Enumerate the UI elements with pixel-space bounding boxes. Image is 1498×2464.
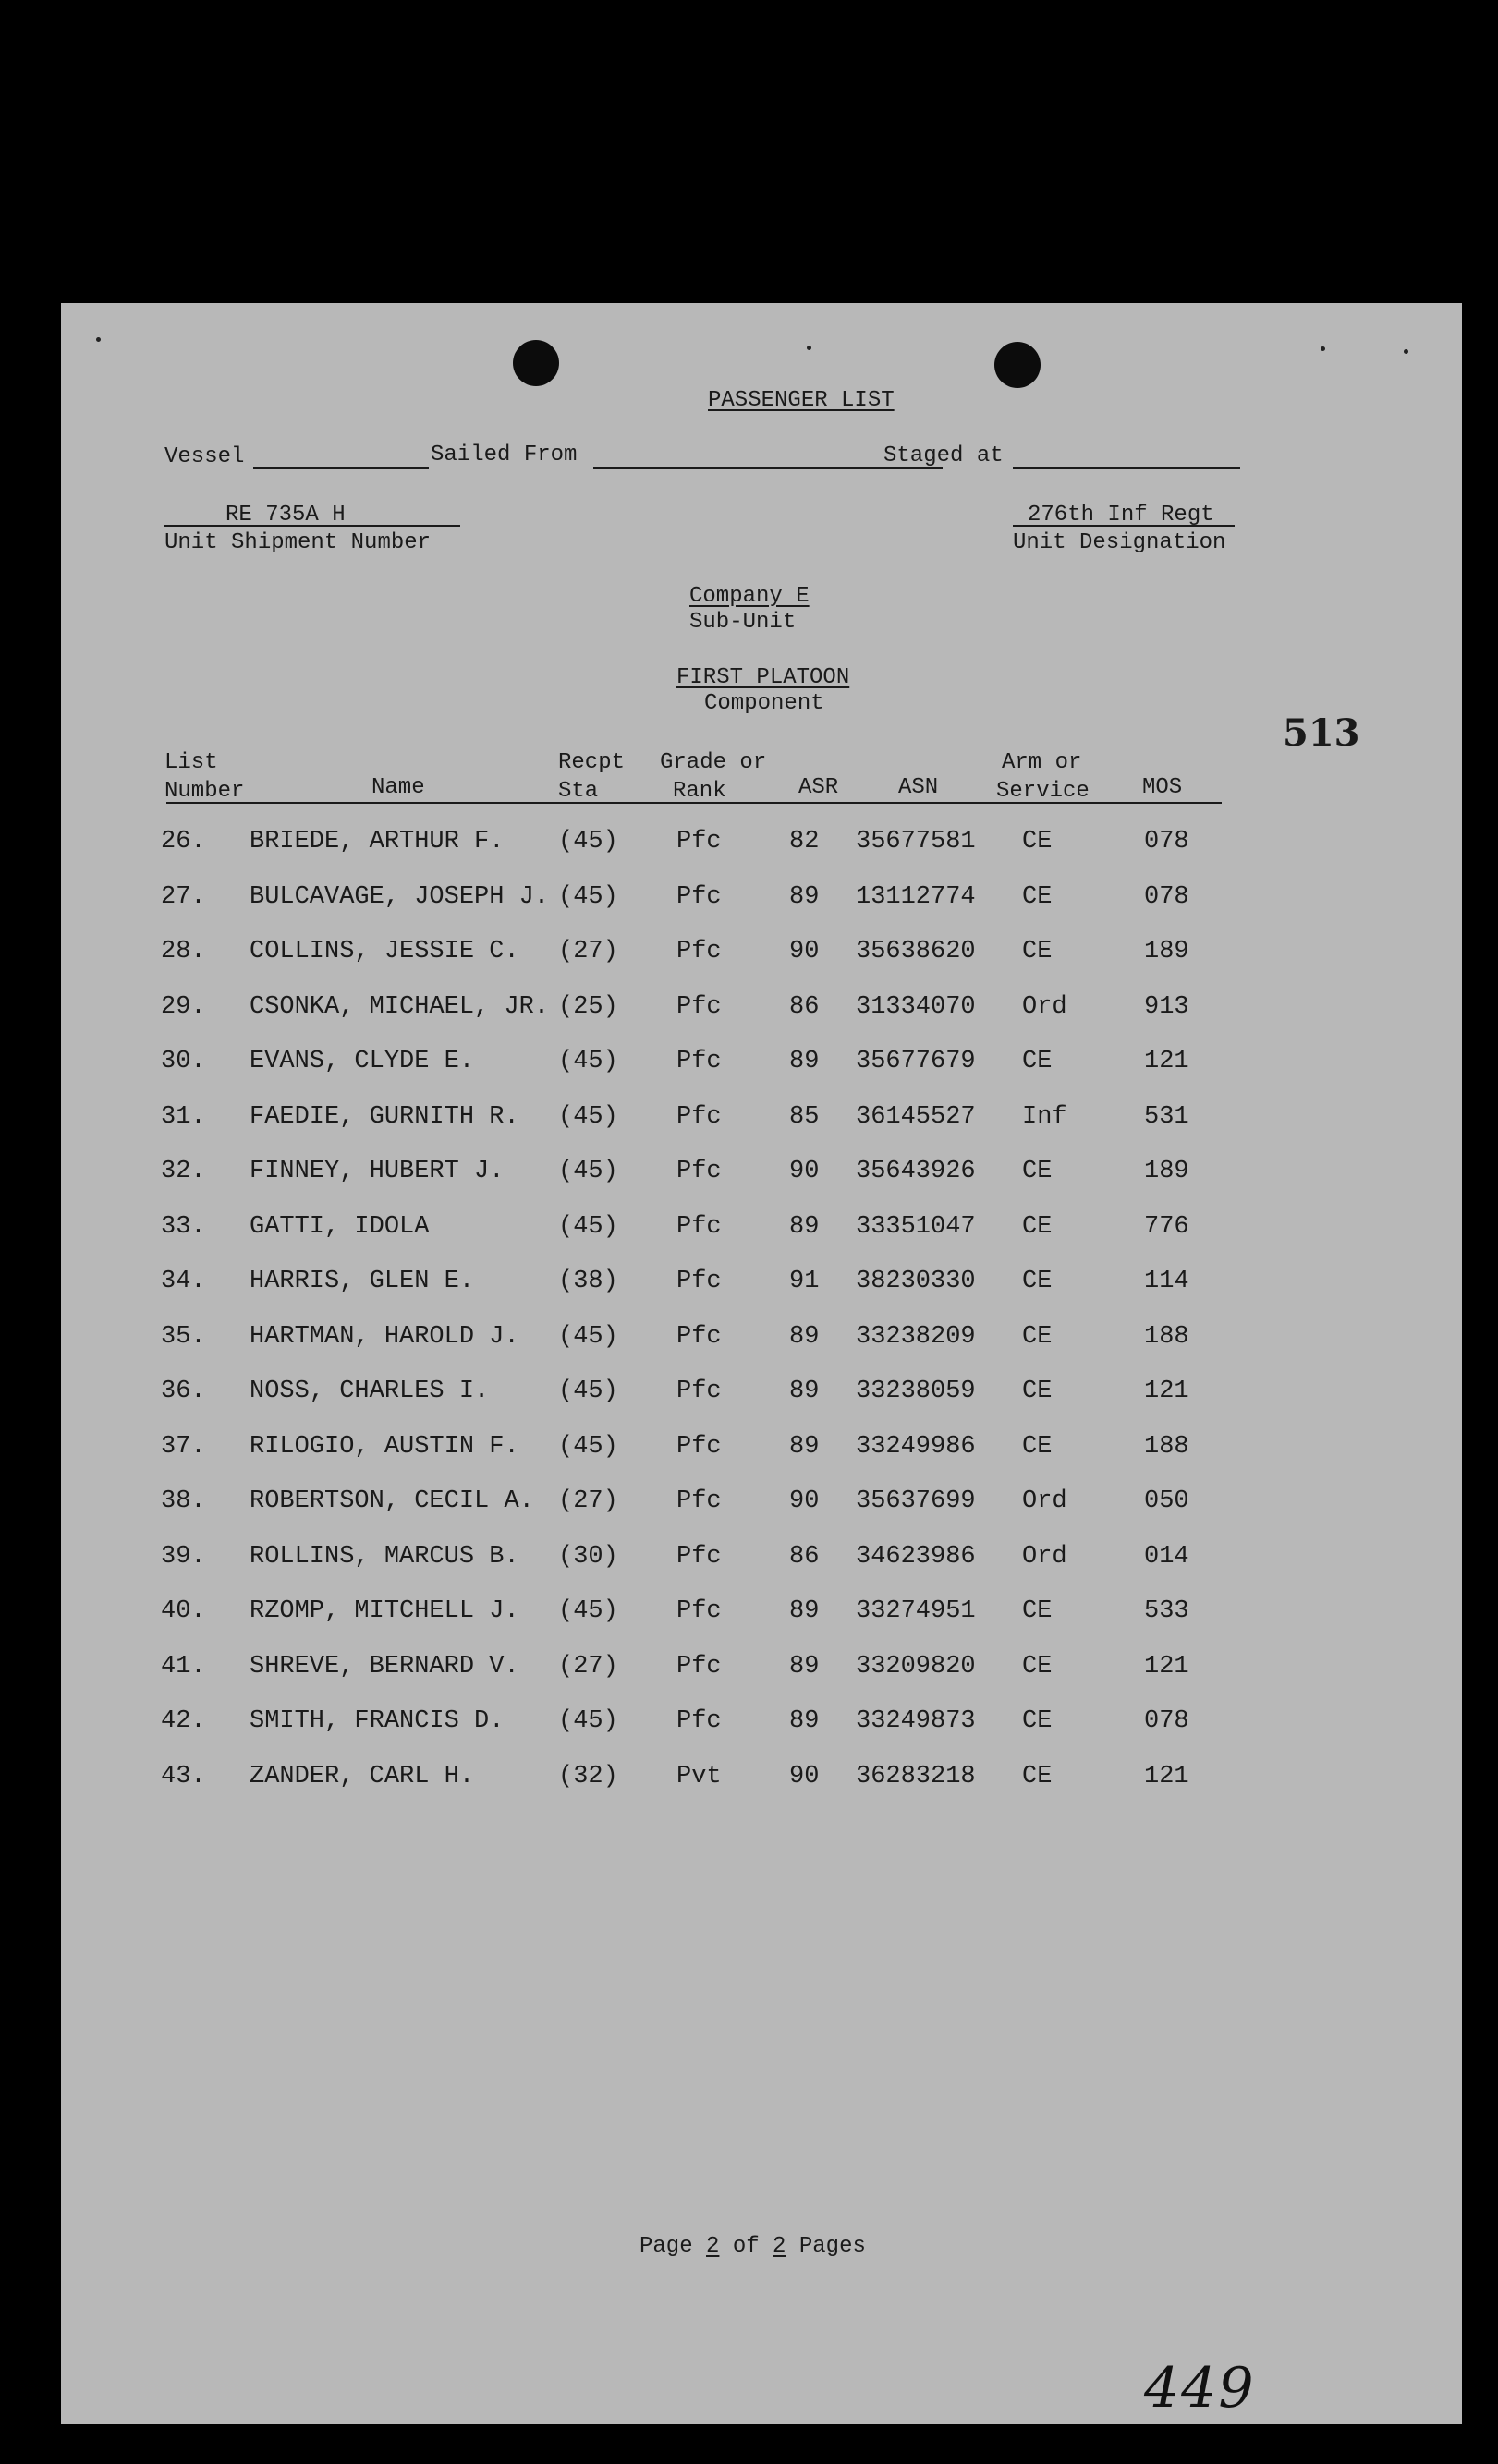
cell-arm: Inf — [1022, 1102, 1067, 1131]
cell-name: EVANS, CLYDE E. — [250, 1048, 475, 1075]
cell-num: 26. — [161, 828, 206, 856]
vessel-label: Vessel — [164, 444, 245, 469]
cell-asn: 35637699 — [856, 1487, 976, 1515]
cell-num: 29. — [161, 992, 206, 1021]
cell-arm: CE — [1022, 1652, 1053, 1681]
cell-grade: Pfc — [676, 828, 722, 856]
cell-num: 32. — [161, 1158, 206, 1185]
table-row — [61, 883, 1462, 920]
speck — [1404, 349, 1408, 354]
cell-name: RZOMP, MITCHELL J. — [250, 1597, 519, 1625]
cell-grade: Pfc — [676, 1048, 722, 1075]
cell-num: 33. — [161, 1212, 206, 1241]
cell-name: HARTMAN, HAROLD J. — [250, 1322, 519, 1351]
cell-grade: Pfc — [676, 1322, 722, 1351]
cell-name: RILOGIO, AUSTIN F. — [250, 1432, 519, 1461]
cell-asr: 89 — [789, 1378, 820, 1405]
cell-arm: CE — [1022, 1707, 1053, 1735]
header-list-number: List Number — [164, 750, 245, 805]
cell-grade: Pfc — [676, 882, 722, 911]
cell-name: COLLINS, JESSIE C. — [250, 938, 519, 965]
component-value: FIRST PLATOON — [676, 665, 850, 690]
cell-mos: 776 — [1144, 1212, 1189, 1241]
cell-arm: CE — [1022, 1158, 1053, 1185]
cell-asn: 33209820 — [856, 1652, 976, 1681]
cell-mos: 078 — [1144, 828, 1189, 856]
cell-mos: 121 — [1144, 1762, 1189, 1790]
header-recpt-sta: Recpt Sta — [558, 750, 626, 805]
punch-hole-left — [513, 340, 559, 386]
cell-sta: (25) — [558, 992, 618, 1021]
cell-sta: (32) — [558, 1762, 618, 1790]
cell-asr: 89 — [789, 1597, 820, 1625]
table-row — [61, 1213, 1462, 1250]
unit-designation-blank — [1013, 525, 1235, 527]
unit-designation: 276th Inf Regt — [1028, 503, 1214, 528]
vessel-blank — [253, 467, 429, 469]
cell-mos: 188 — [1144, 1432, 1189, 1461]
table-row — [61, 1487, 1462, 1524]
cell-name: ZANDER, CARL H. — [250, 1762, 475, 1790]
cell-name: FAEDIE, GURNITH R. — [250, 1102, 519, 1131]
page-footer: Page 2 of 2 Pages — [639, 2234, 866, 2259]
cell-asn: 13112774 — [856, 882, 976, 911]
cell-grade: Pfc — [676, 1102, 722, 1131]
cell-mos: 189 — [1144, 1158, 1189, 1185]
cell-arm: CE — [1022, 938, 1053, 965]
cell-arm: CE — [1022, 1597, 1053, 1625]
cell-grade: Pfc — [676, 1652, 722, 1681]
cell-name: HARRIS, GLEN E. — [250, 1268, 475, 1295]
cell-arm: CE — [1022, 1322, 1053, 1351]
cell-mos: 121 — [1144, 1378, 1189, 1405]
cell-sta: (38) — [558, 1268, 618, 1295]
cell-sta: (30) — [558, 1542, 618, 1571]
cell-num: 39. — [161, 1542, 206, 1571]
cell-asr: 90 — [789, 1158, 820, 1185]
cell-sta: (45) — [558, 1597, 618, 1625]
cell-asr: 90 — [789, 1487, 820, 1515]
cell-asn: 33249873 — [856, 1707, 976, 1735]
cell-grade: Pfc — [676, 992, 722, 1021]
cell-num: 38. — [161, 1487, 206, 1515]
staged-at-blank — [1013, 467, 1240, 469]
table-row — [61, 1597, 1462, 1634]
cell-num: 40. — [161, 1597, 206, 1625]
table-row — [61, 1433, 1462, 1470]
cell-mos: 114 — [1144, 1268, 1189, 1295]
cell-sta: (45) — [558, 1212, 618, 1241]
header-arm-service: Arm or Service — [996, 750, 1090, 805]
sub-unit-value: Company E — [689, 584, 810, 609]
cell-asn: 33238059 — [856, 1378, 976, 1405]
cell-arm: CE — [1022, 1268, 1053, 1295]
cell-sta: (45) — [558, 1322, 618, 1351]
table-row — [61, 1378, 1462, 1414]
table-row — [61, 1158, 1462, 1195]
cell-mos: 078 — [1144, 882, 1189, 911]
stamp-number: 513 — [1283, 711, 1360, 755]
cell-arm: Ord — [1022, 1542, 1067, 1571]
table-row — [61, 993, 1462, 1030]
header-mos: MOS — [1142, 775, 1183, 800]
header-asn: ASN — [898, 775, 939, 800]
cell-grade: Pfc — [676, 1158, 722, 1185]
cell-mos: 188 — [1144, 1322, 1189, 1351]
cell-sta: (45) — [558, 1707, 618, 1735]
cell-grade: Pfc — [676, 1378, 722, 1405]
cell-asn: 38230330 — [856, 1268, 976, 1295]
cell-grade: Pvt — [676, 1762, 722, 1790]
cell-sta: (27) — [558, 938, 618, 965]
cell-asr: 89 — [789, 1707, 820, 1735]
handwritten-number: 449 — [1144, 2356, 1256, 2421]
cell-asr: 89 — [789, 1652, 820, 1681]
speck — [96, 337, 101, 342]
table-row — [61, 828, 1462, 865]
cell-arm: CE — [1022, 1762, 1053, 1790]
cell-asn: 33238209 — [856, 1322, 976, 1351]
cell-sta: (45) — [558, 1158, 618, 1185]
cell-arm: CE — [1022, 1048, 1053, 1075]
cell-asr: 90 — [789, 1762, 820, 1790]
cell-name: CSONKA, MICHAEL, JR. — [250, 992, 550, 1021]
cell-grade: Pfc — [676, 1212, 722, 1241]
punch-hole-right — [994, 342, 1041, 388]
cell-sta: (45) — [558, 1378, 618, 1405]
cell-asr: 91 — [789, 1268, 820, 1295]
cell-name: SHREVE, BERNARD V. — [250, 1652, 519, 1681]
table-row — [61, 1707, 1462, 1744]
cell-asr: 86 — [789, 1542, 820, 1571]
header-asr: ASR — [798, 775, 839, 800]
cell-mos: 531 — [1144, 1102, 1189, 1131]
component-label: Component — [704, 691, 824, 716]
cell-asn: 35638620 — [856, 938, 976, 965]
unit-shipment-blank — [164, 525, 460, 527]
header-name: Name — [371, 775, 425, 800]
table-row — [61, 938, 1462, 975]
cell-sta: (27) — [558, 1652, 618, 1681]
cell-grade: Pfc — [676, 1707, 722, 1735]
document-title: PASSENGER LIST — [708, 388, 895, 413]
cell-arm: CE — [1022, 1212, 1053, 1241]
cell-asn: 33274951 — [856, 1597, 976, 1625]
cell-asr: 85 — [789, 1102, 820, 1131]
cell-arm: CE — [1022, 1378, 1053, 1405]
cell-num: 35. — [161, 1322, 206, 1351]
cell-sta: (45) — [558, 1048, 618, 1075]
cell-grade: Pfc — [676, 1487, 722, 1515]
sub-unit-label: Sub-Unit — [689, 610, 797, 635]
cell-name: SMITH, FRANCIS D. — [250, 1707, 505, 1735]
table-row — [61, 1323, 1462, 1360]
cell-num: 28. — [161, 938, 206, 965]
document-page — [61, 303, 1462, 2424]
cell-asr: 82 — [789, 828, 820, 856]
cell-asr: 89 — [789, 1212, 820, 1241]
cell-mos: 189 — [1144, 938, 1189, 965]
header-underline — [166, 802, 1222, 804]
cell-grade: Pfc — [676, 1432, 722, 1461]
cell-asn: 35643926 — [856, 1158, 976, 1185]
cell-asr: 89 — [789, 1048, 820, 1075]
cell-name: FINNEY, HUBERT J. — [250, 1158, 505, 1185]
cell-mos: 121 — [1144, 1048, 1189, 1075]
cell-asn: 36283218 — [856, 1762, 976, 1790]
cell-num: 43. — [161, 1762, 206, 1790]
cell-sta: (27) — [558, 1487, 618, 1515]
cell-sta: (45) — [558, 1102, 618, 1131]
cell-num: 37. — [161, 1432, 206, 1461]
cell-name: GATTI, IDOLA — [250, 1212, 430, 1241]
cell-arm: CE — [1022, 1432, 1053, 1461]
cell-asn: 35677581 — [856, 828, 976, 856]
cell-mos: 913 — [1144, 992, 1189, 1021]
cell-num: 31. — [161, 1102, 206, 1131]
staged-at-label: Staged at — [883, 443, 1004, 468]
cell-arm: CE — [1022, 828, 1053, 856]
cell-sta: (45) — [558, 882, 618, 911]
sailed-from-label: Sailed From — [431, 443, 578, 467]
table-row — [61, 1048, 1462, 1085]
cell-asr: 90 — [789, 938, 820, 965]
cell-asr: 89 — [789, 882, 820, 911]
cell-mos: 050 — [1144, 1487, 1189, 1515]
unit-designation-label: Unit Designation — [1013, 530, 1226, 555]
cell-grade: Pfc — [676, 1542, 722, 1571]
cell-asr: 89 — [789, 1432, 820, 1461]
cell-num: 30. — [161, 1048, 206, 1075]
cell-name: BULCAVAGE, JOSEPH J. — [250, 882, 550, 911]
cell-asn: 33249986 — [856, 1432, 976, 1461]
cell-arm: CE — [1022, 882, 1053, 911]
table-row — [61, 1763, 1462, 1800]
cell-asr: 89 — [789, 1322, 820, 1351]
cell-asr: 86 — [789, 992, 820, 1021]
cell-asn: 31334070 — [856, 992, 976, 1021]
cell-num: 36. — [161, 1378, 206, 1405]
cell-grade: Pfc — [676, 1268, 722, 1295]
cell-grade: Pfc — [676, 938, 722, 965]
cell-arm: Ord — [1022, 992, 1067, 1021]
cell-name: BRIEDE, ARTHUR F. — [250, 828, 505, 856]
cell-name: ROBERTSON, CECIL A. — [250, 1487, 534, 1515]
cell-asn: 34623986 — [856, 1542, 976, 1571]
cell-name: NOSS, CHARLES I. — [250, 1378, 490, 1405]
cell-num: 27. — [161, 882, 206, 911]
speck — [807, 346, 811, 350]
cell-num: 34. — [161, 1268, 206, 1295]
table-row — [61, 1103, 1462, 1140]
cell-num: 41. — [161, 1652, 206, 1681]
unit-shipment-number: RE 735A H — [225, 503, 346, 528]
cell-asn: 33351047 — [856, 1212, 976, 1241]
cell-asn: 35677679 — [856, 1048, 976, 1075]
cell-num: 42. — [161, 1707, 206, 1735]
cell-mos: 121 — [1144, 1652, 1189, 1681]
cell-mos: 533 — [1144, 1597, 1189, 1625]
header-grade: Grade or Rank — [660, 750, 767, 805]
cell-sta: (45) — [558, 1432, 618, 1461]
cell-arm: Ord — [1022, 1487, 1067, 1515]
speck — [1321, 346, 1325, 351]
cell-mos: 014 — [1144, 1542, 1189, 1571]
unit-shipment-label: Unit Shipment Number — [164, 530, 432, 555]
cell-grade: Pfc — [676, 1597, 722, 1625]
table-row — [61, 1653, 1462, 1690]
cell-sta: (45) — [558, 828, 618, 856]
cell-asn: 36145527 — [856, 1102, 976, 1131]
cell-name: ROLLINS, MARCUS B. — [250, 1542, 519, 1571]
table-row — [61, 1268, 1462, 1305]
table-row — [61, 1543, 1462, 1580]
cell-mos: 078 — [1144, 1707, 1189, 1735]
